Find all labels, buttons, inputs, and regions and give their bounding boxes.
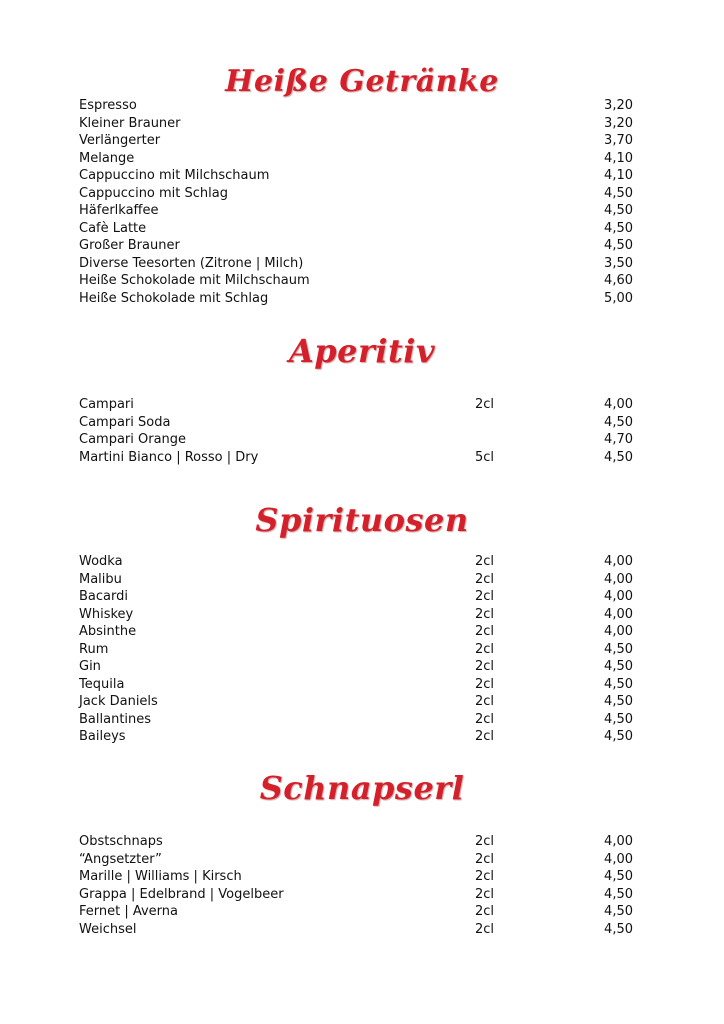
menu-item <box>79 553 635 571</box>
menu-item <box>79 588 635 606</box>
item-price: 4,00 <box>604 851 633 867</box>
item-name: Verlängerter <box>79 133 161 148</box>
item-name: Cappuccino mit Milchschaum <box>79 168 270 183</box>
menu-item <box>79 728 635 746</box>
item-price: 4,50 <box>604 921 633 937</box>
menu-list-schnapserl <box>79 833 635 938</box>
item-name: Whiskey <box>79 606 134 622</box>
item-name: Rum <box>79 641 109 657</box>
menu-item <box>79 903 635 921</box>
item-name: Espresso <box>79 98 137 113</box>
item-size: 2cl <box>475 711 495 727</box>
item-name: Obstschnaps <box>79 834 163 849</box>
menu-item <box>79 886 635 904</box>
item-size: 2cl <box>475 869 495 884</box>
menu-item <box>79 255 635 273</box>
item-price: 4,50 <box>604 729 633 744</box>
item-price: 4,50 <box>604 659 633 674</box>
item-name: Cafè Latte <box>79 220 147 236</box>
menu-list-aperitiv <box>79 396 635 466</box>
item-size: 2cl <box>475 571 495 587</box>
menu-item <box>79 237 635 255</box>
item-name: Grappa | Edelbrand | Vogelbeer <box>79 886 284 902</box>
item-size: 2cl <box>475 554 495 569</box>
item-size: 2cl <box>475 886 495 902</box>
menu-item <box>79 220 635 238</box>
menu-item <box>79 693 635 711</box>
item-price: 4,00 <box>604 571 633 587</box>
menu-item <box>79 658 635 676</box>
item-size: 2cl <box>475 624 495 639</box>
item-price: 4,50 <box>604 238 633 253</box>
item-name: Jack Daniels <box>79 694 158 709</box>
item-price: 4,50 <box>604 694 633 709</box>
item-name: “Angsetzter” <box>79 851 162 867</box>
item-price: 4,50 <box>604 869 633 884</box>
item-size: 2cl <box>475 851 495 867</box>
section-heading-spirituosen: Spirituosen <box>255 501 469 539</box>
item-price: 4,50 <box>604 641 633 657</box>
section-heading-aperitiv: Aperitiv <box>288 332 436 370</box>
menu-item <box>79 711 635 729</box>
section-heading-heisse-getraenke: Heiße Getränke <box>225 64 499 99</box>
item-size: 2cl <box>475 589 495 604</box>
item-size: 2cl <box>475 904 495 919</box>
item-name: Häferlkaffee <box>79 203 159 218</box>
item-name: Weichsel <box>79 921 137 937</box>
menu-item <box>79 115 635 133</box>
menu-item <box>79 623 635 641</box>
item-size: 2cl <box>475 641 495 657</box>
item-name: Kleiner Brauner <box>79 115 181 131</box>
menu-item <box>79 571 635 589</box>
item-price: 3,20 <box>604 98 633 113</box>
item-name: Ballantines <box>79 711 152 727</box>
item-price: 5,00 <box>604 290 633 306</box>
item-size: 2cl <box>475 676 495 692</box>
menu-item <box>79 396 635 414</box>
item-name: Martini Bianco | Rosso | Dry <box>79 449 259 465</box>
item-name: Wodka <box>79 554 123 569</box>
item-price: 4,50 <box>604 711 633 727</box>
item-name: Marille | Williams | Kirsch <box>79 869 242 884</box>
menu-item <box>79 868 635 886</box>
menu-item <box>79 167 635 185</box>
menu-item <box>79 641 635 659</box>
section-heading-schnapserl: Schnapserl <box>259 769 465 807</box>
item-name: Campari Soda <box>79 414 171 430</box>
item-name: Bacardi <box>79 589 128 604</box>
item-size: 5cl <box>475 449 495 465</box>
item-name: Melange <box>79 150 135 166</box>
menu-item <box>79 676 635 694</box>
menu-item <box>79 290 635 308</box>
menu-item <box>79 202 635 220</box>
item-name: Großer Brauner <box>79 238 180 253</box>
item-name: Tequila <box>79 676 125 692</box>
item-size: 2cl <box>475 921 495 937</box>
item-name: Baileys <box>79 729 126 744</box>
menu-list-heisse-getraenke <box>79 97 635 307</box>
item-name: Gin <box>79 659 101 674</box>
item-size: 2cl <box>475 729 495 744</box>
item-name: Fernet | Averna <box>79 904 179 919</box>
item-price: 4,50 <box>604 676 633 692</box>
menu-item <box>79 97 635 115</box>
item-price: 4,50 <box>604 203 633 218</box>
item-size: 2cl <box>475 694 495 709</box>
item-price: 4,00 <box>604 589 633 604</box>
item-name: Absinthe <box>79 624 137 639</box>
item-price: 4,60 <box>604 273 633 288</box>
item-price: 3,50 <box>604 255 633 271</box>
item-name: Diverse Teesorten (Zitrone | Milch) <box>79 255 304 271</box>
item-size: 2cl <box>475 834 495 849</box>
item-price: 4,00 <box>604 624 633 639</box>
item-name: Heiße Schokolade mit Schlag <box>79 290 269 306</box>
item-price: 4,50 <box>604 886 633 902</box>
item-name: Campari Orange <box>79 432 187 447</box>
item-price: 4,00 <box>604 834 633 849</box>
item-price: 3,20 <box>604 115 633 131</box>
menu-item <box>79 150 635 168</box>
item-name: Malibu <box>79 571 122 587</box>
menu-item <box>79 185 635 203</box>
item-name: Cappuccino mit Schlag <box>79 185 228 201</box>
item-price: 4,00 <box>604 397 633 412</box>
menu-list-spirituosen <box>79 553 635 746</box>
item-price: 3,70 <box>604 133 633 148</box>
item-name: Campari <box>79 397 134 412</box>
item-price: 4,50 <box>604 449 633 465</box>
item-price: 4,50 <box>604 414 633 430</box>
menu-item <box>79 414 635 432</box>
item-name: Heiße Schokolade mit Milchschaum <box>79 273 310 288</box>
menu-item <box>79 272 635 290</box>
item-price: 4,50 <box>604 220 633 236</box>
menu-item <box>79 132 635 150</box>
item-price: 4,50 <box>604 185 633 201</box>
menu-item <box>79 921 635 939</box>
item-size: 2cl <box>475 606 495 622</box>
item-price: 4,00 <box>604 606 633 622</box>
menu-item <box>79 449 635 467</box>
menu-item <box>79 851 635 869</box>
item-price: 4,10 <box>604 168 633 183</box>
item-price: 4,50 <box>604 904 633 919</box>
item-size: 2cl <box>475 397 495 412</box>
menu-item <box>79 606 635 624</box>
item-price: 4,70 <box>604 432 633 447</box>
item-price: 4,00 <box>604 554 633 569</box>
item-price: 4,10 <box>604 150 633 166</box>
menu-item <box>79 431 635 449</box>
menu-item <box>79 833 635 851</box>
item-size: 2cl <box>475 659 495 674</box>
